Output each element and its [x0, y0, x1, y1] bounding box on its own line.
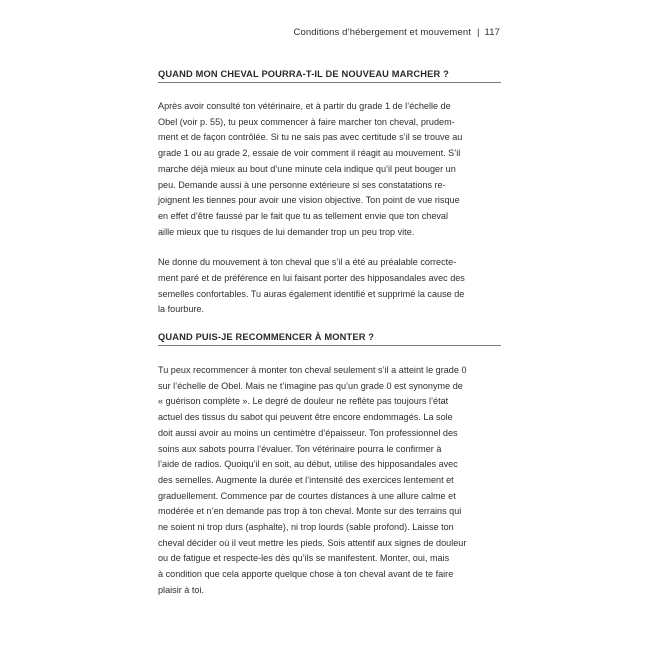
- text-line: joignent les tiennes pour avoir une vision objective. Ton point de vue risque: [158, 195, 460, 206]
- text-line: ment paré et de préférence en lui faisant porter des hipposandales avec des: [158, 273, 465, 284]
- text-line: ou de fatigue et respecte-les dès qu’ils se manifestent. Monter, oui, mais: [158, 553, 450, 564]
- text-line: marche déjà mieux au bout d’une minute cela indique qu’il peut bouger un: [158, 163, 456, 174]
- section-heading: QUAND PUIS-JE RECOMMENCER À MONTER ?: [158, 332, 501, 346]
- text-line: l’aide de radios. Quoiqu’il en soit, au début, utilise des hipposandales avec: [158, 459, 458, 470]
- running-header: [294, 27, 500, 38]
- text-line: soins aux sabots pourra l’évaluer. Ton vétérinaire pourra le confirmer à: [158, 443, 442, 454]
- text-line: actuel des tissus du sabot qui peuvent être encore endommagés. La sole: [158, 412, 453, 423]
- paragraph: [158, 99, 501, 240]
- section-riding: [158, 332, 501, 599]
- section-heading: QUAND MON CHEVAL POURRA-T-IL DE NOUVEAU MARCHER ?: [158, 69, 501, 83]
- text-line: aille mieux que tu risques de lui demander trop un peu trop vite.: [158, 226, 415, 237]
- text-line: peu. Demande aussi à une personne extérieure si ses constatations re-: [158, 179, 446, 190]
- text-line: à condition que cela apporte quelque chose à ton cheval avant de te faire: [158, 569, 454, 580]
- text-line: ment et de façon contrôlée. Si tu ne sais pas avec certitude s’il se trouve au: [158, 132, 463, 143]
- text-line: la fourbure.: [158, 304, 205, 315]
- text-line: plaisir à toi.: [158, 584, 204, 595]
- text-line: Obel (voir p. 55), tu peux commencer à faire marcher ton cheval, prudem-: [158, 116, 455, 127]
- text-line: sur l’échelle de Obel. Mais ne t’imagine pas qu’un grade 0 est synonyme de: [158, 380, 463, 391]
- text-line: en effet d’être faussé par le fait que tu as tellement envie que ton cheval: [158, 210, 449, 221]
- header-separator: |: [476, 27, 480, 38]
- chapter-title: Conditions d’hébergement et mouvement: [293, 27, 471, 38]
- text-line: des semelles. Augmente la durée et l’intensité des exercices lentement et: [158, 474, 454, 485]
- page-number: 117: [484, 27, 500, 38]
- text-line: doit aussi avoir au moins un centimètre d’épaisseur. Ton professionnel des: [158, 427, 458, 438]
- paragraph: [158, 255, 501, 318]
- text-line: Tu peux recommencer à monter ton cheval seulement s’il a atteint le grade 0: [158, 365, 467, 375]
- text-line: semelles confortables. Tu auras également identifié et supprimé la cause de: [158, 288, 465, 299]
- text-line: modérée et n’en demande pas trop à ton cheval. Monte sur des terrains qui: [158, 506, 462, 517]
- text-line: « guérison complète ». Le degré de douleur ne reflète pas toujours l’état: [158, 396, 449, 407]
- text-line: Ne donne du mouvement à ton cheval que s’il a été au préalable correcte-: [158, 257, 457, 268]
- text-line: grade 1 ou au grade 2, essaie de voir comment il réagit au mouvement. S’il: [158, 148, 461, 159]
- text-line: ne soient ni trop durs (asphalte), ni trop lourds (sable profond). Laisse ton: [158, 522, 454, 533]
- text-line: Après avoir consulté ton vétérinaire, et à partir du grade 1 de l’échelle de: [158, 101, 451, 111]
- paragraph: [158, 363, 501, 599]
- section-walking: [158, 69, 501, 318]
- text-line: cheval décider où il veut mettre les pieds. Sois attentif aux signes de douleur: [158, 537, 467, 548]
- text-line: graduellement. Commence par de courtes distances à une allure calme et: [158, 490, 456, 501]
